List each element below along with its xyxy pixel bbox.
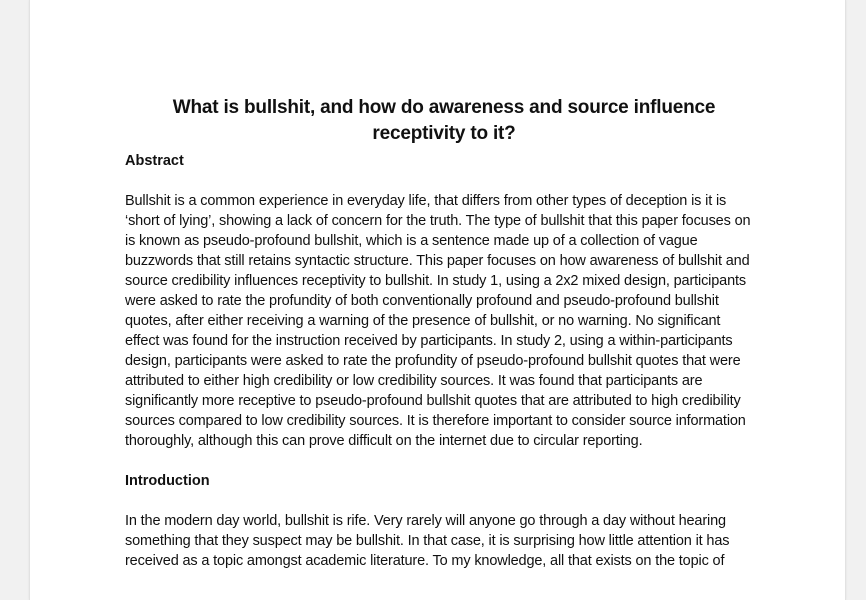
document-body bbox=[125, 95, 755, 591]
document-page bbox=[29, 0, 846, 600]
introduction-paragraph: In the modern day world, bullshit is rife. Very rarely will anyone go through a day without hearing something that they suspect may be bullshit. In that case, it is surprising how little attention it has received as a topic amongst academic literature. To my knowledge, all that exists on the topic of bbox=[125, 513, 730, 569]
document-title: What is bullshit, and how do awareness and source influence receptivity to it? bbox=[172, 97, 716, 144]
abstract-paragraph: Bullshit is a common experience in everyday life, that differs from other types of deception is it is ‘short of lying’, showing a lack of concern for the truth. The type of bullshit that this paper focuses on is known as pseudo-profound bullshit, which is a sentence made up of a collection of vague buzzwords that still retains syntactic structure. This paper focuses on how awareness of bullshit and source credibility influences receptivity to bullshit. In study 1, using a 2x2 mixed design, participants were asked to rate the profundity of both conventionally profound and pseudo-profound bullshit quotes, after either receiving a warning of the presence of bullshit, or no warning. No significant effect was found for the instruction received by participants. In study 2, using a within-participants design, participants were asked to rate the profundity of pseudo-profound bullshit quotes that were attributed to either high credibility or low credibility sources. It was found that participants are significantly more receptive to pseudo-profound bullshit quotes that are attributed to high credibility sources compared to low credibility sources. It is therefore important to consider source information thoroughly, although this can prove difficult on the internet due to circular reporting. bbox=[125, 193, 751, 449]
introduction-heading: Introduction bbox=[125, 473, 210, 489]
abstract-heading: Abstract bbox=[125, 153, 184, 169]
